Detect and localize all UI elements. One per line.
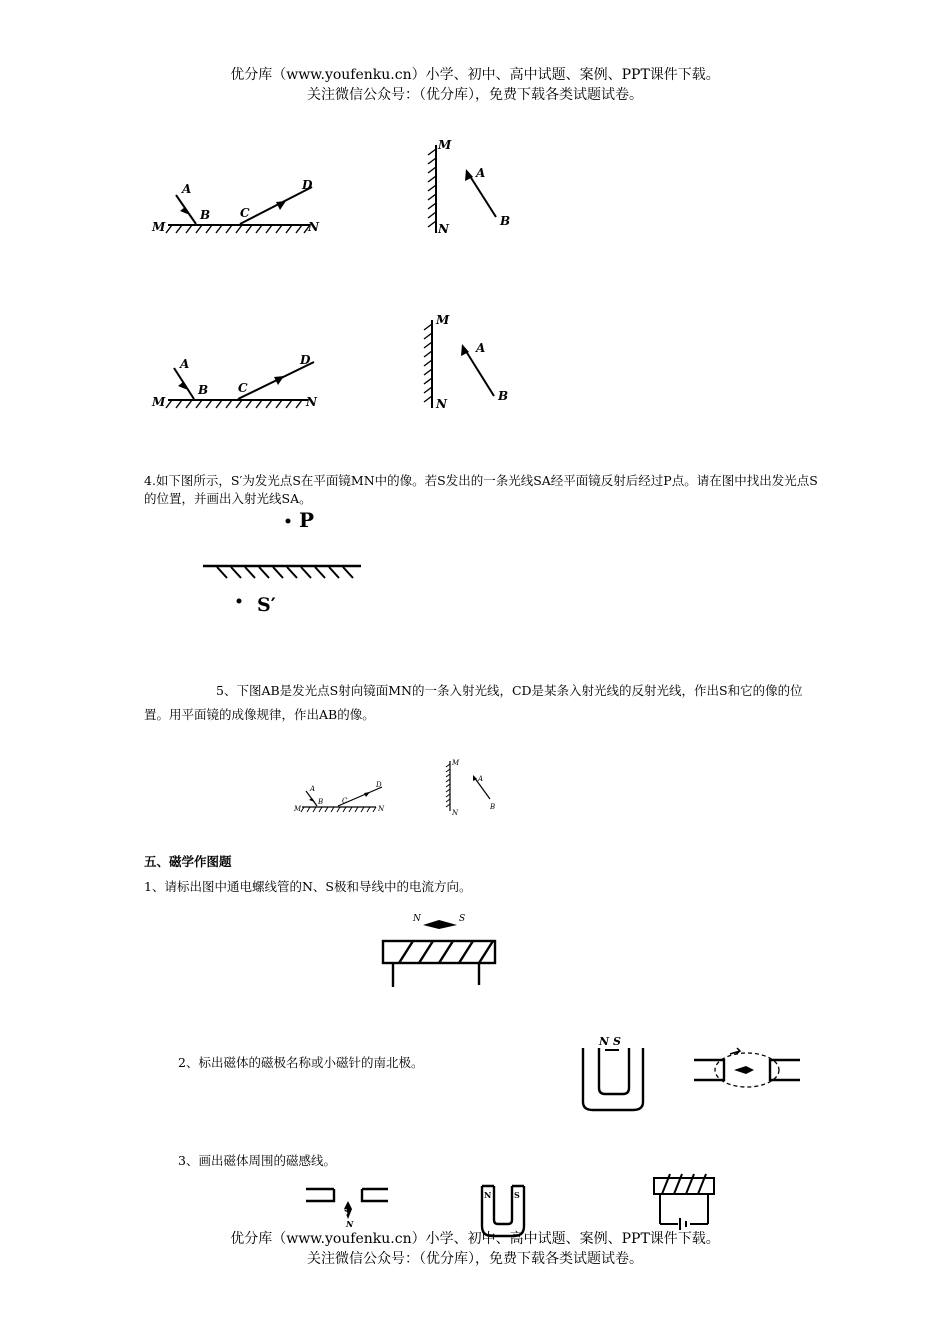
question-5-text: 5、下图AB是发光点S射向镜面MN的一条入射光线，CD是某条入射光线的反射光线，作出S和它的像的位置。用平面镜的成像规律，作出AB的像。 bbox=[144, 683, 803, 722]
point-p-label: P bbox=[299, 508, 315, 532]
footer-line-1: 优分库（www.youfenku.cn）小学、初中、高中试题、案例、PPT课件下载。 bbox=[230, 1231, 720, 1247]
label-N: N bbox=[306, 395, 317, 409]
small-label-D: D bbox=[376, 781, 382, 789]
label-A: A bbox=[476, 166, 486, 180]
label-M: M bbox=[438, 138, 452, 152]
footer-line-2: 关注微信公众号：（优分库），免费下载各类试题试卷。 bbox=[307, 1251, 643, 1267]
q3-bar-magnets-figure bbox=[300, 1183, 395, 1233]
label-B: B bbox=[500, 214, 511, 228]
label-C: C bbox=[238, 381, 248, 395]
needle-n-label: N bbox=[413, 914, 421, 924]
section-5-title: 五、磁学作图题 bbox=[144, 854, 232, 869]
header-line-2: 关注微信公众号：（优分库），免费下载各类试题试卷。 bbox=[307, 87, 643, 103]
label-D: D bbox=[300, 353, 311, 367]
q3-u-magnet-s-label: S bbox=[514, 1190, 520, 1200]
label-M: M bbox=[152, 220, 166, 234]
u-magnet-figure bbox=[575, 1030, 655, 1115]
small-label-M: M bbox=[452, 759, 460, 767]
label-B: B bbox=[198, 383, 209, 397]
question-4-figure bbox=[195, 505, 375, 620]
label-C: C bbox=[240, 206, 250, 220]
mirror-figure-2 bbox=[140, 310, 560, 420]
label-N: N bbox=[438, 222, 449, 236]
small-label-C: C bbox=[342, 797, 348, 805]
q3-solenoid-figure bbox=[648, 1168, 723, 1230]
small-label-N: N bbox=[378, 805, 385, 813]
q3-needle-n-label: N bbox=[346, 1219, 354, 1229]
u-magnet-s-label: S bbox=[613, 1035, 621, 1048]
u-magnet-n-label: N bbox=[599, 1035, 610, 1048]
bar-magnets-needle-figure bbox=[690, 1042, 805, 1097]
label-N: N bbox=[308, 220, 319, 234]
mirror-figure-1 bbox=[140, 135, 560, 245]
label-B: B bbox=[200, 208, 211, 222]
label-A: A bbox=[180, 357, 190, 371]
small-label-M: M bbox=[294, 805, 302, 813]
header-line-1: 优分库（www.youfenku.cn）小学、初中、高中试题、案例、PPT课件下载。 bbox=[230, 67, 720, 83]
small-label-B: B bbox=[490, 803, 496, 811]
label-A: A bbox=[476, 341, 486, 355]
magnet-question-1: 1、请标出图中通电螺线管的N、S极和导线中的电流方向。 bbox=[144, 879, 472, 894]
point-s-image-label: S′ bbox=[257, 594, 276, 616]
question-4-text: 4.如下图所示，S′为发光点S在平面镜MN中的像。若S发出的一条光线SA经平面镜反射后经过P点。请在图中找出发光点S的位置，并画出入射光线SA。 bbox=[144, 473, 818, 506]
q3-needle-s-label: S bbox=[342, 1207, 348, 1217]
needle-s-label: S bbox=[459, 914, 466, 924]
small-label-N: N bbox=[452, 809, 459, 817]
question-5-figure bbox=[290, 755, 510, 820]
small-label-A: A bbox=[310, 785, 316, 793]
q3-u-magnet-n-label: N bbox=[484, 1190, 492, 1200]
label-M: M bbox=[152, 395, 166, 409]
solenoid-figure bbox=[375, 905, 505, 995]
magnet-question-3: 3、画出磁体周围的磁感线。 bbox=[178, 1153, 336, 1168]
label-B: B bbox=[498, 389, 509, 403]
label-A: A bbox=[182, 182, 192, 196]
small-label-B: B bbox=[318, 798, 324, 806]
label-N: N bbox=[436, 397, 447, 411]
small-label-A: A bbox=[478, 775, 484, 783]
label-D: D bbox=[302, 178, 313, 192]
label-M: M bbox=[436, 313, 450, 327]
magnet-question-2: 2、标出磁体的磁极名称或小磁针的南北极。 bbox=[178, 1055, 424, 1070]
